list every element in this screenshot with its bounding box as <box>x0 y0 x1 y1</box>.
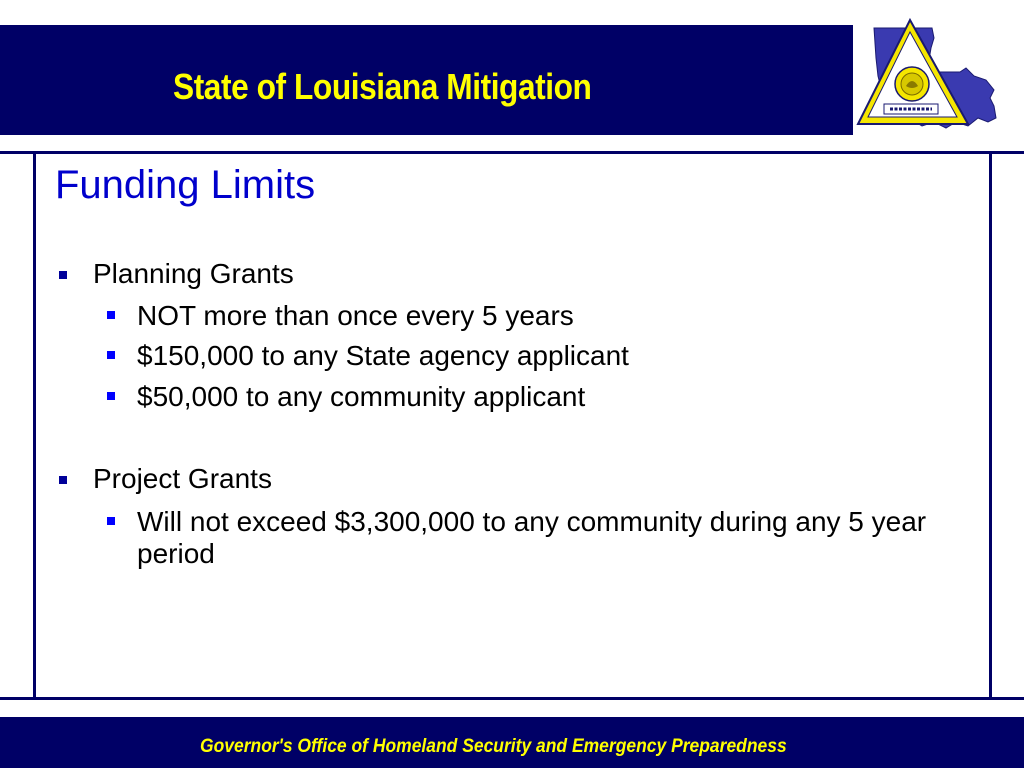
square-bullet-icon <box>107 351 115 359</box>
sub-bullet-label: NOT more than once every 5 years <box>137 300 574 331</box>
square-bullet-icon <box>107 392 115 400</box>
square-bullet-icon <box>59 476 67 484</box>
bullet-label: Planning Grants <box>93 258 294 289</box>
bullet-label: Project Grants <box>93 463 272 494</box>
slide-title: Funding Limits <box>55 163 316 207</box>
footer-text: Governor's Office of Homeland Security and Emergency Preparedness <box>200 736 787 757</box>
header-title: State of Louisiana Mitigation <box>173 66 592 107</box>
square-bullet-icon <box>59 271 67 279</box>
square-bullet-icon <box>107 311 115 319</box>
sub-bullet-label: Will not exceed $3,300,000 to any community during any 5 year period <box>137 506 927 569</box>
sub-bullet-label: $50,000 to any community applicant <box>137 381 586 412</box>
sub-bullet-label: $150,000 to any State agency applicant <box>137 340 629 371</box>
square-bullet-icon <box>107 517 115 525</box>
